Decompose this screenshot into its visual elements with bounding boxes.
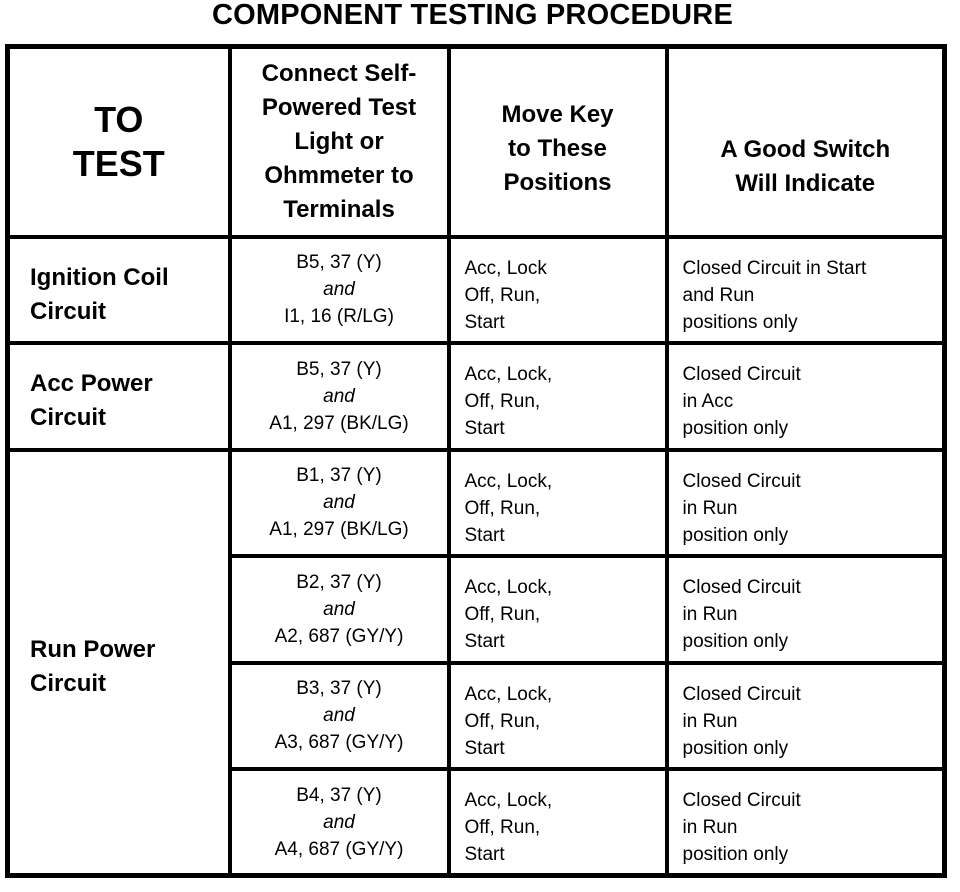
terminal-value: B1, 37 (Y) (296, 465, 382, 487)
indication-line: in Run (682, 710, 738, 732)
terminal-value: A1, 297 (BK/LG) (269, 519, 409, 541)
positions-cell (449, 343, 667, 450)
terminal-value: A3, 687 (GY/Y) (274, 732, 404, 754)
position-line: Start (464, 631, 505, 653)
positions-cell (449, 556, 667, 663)
position-line: Start (464, 311, 505, 333)
position-line: Acc, Lock, (464, 790, 553, 811)
indication-cell (667, 663, 945, 770)
test-name-cell (8, 237, 230, 344)
indication-cell (667, 556, 945, 663)
test-name-cell (8, 450, 230, 876)
table-row (8, 450, 945, 557)
test-name-line: Circuit (30, 404, 107, 432)
header-to-test (8, 47, 230, 237)
indication-line: and Run (682, 284, 755, 306)
position-line: Off, Run, (464, 391, 541, 413)
header-connect-line: Light or (294, 127, 384, 155)
terminal-value: A2, 687 (GY/Y) (274, 625, 404, 647)
indication-line: position only (682, 737, 789, 759)
position-line: Acc, Lock (464, 257, 547, 279)
test-name-line: Ignition Coil (30, 263, 169, 291)
position-line: Acc, Lock, (464, 577, 553, 599)
position-line: Start (464, 737, 505, 759)
terminal-value: B2, 37 (Y) (296, 571, 382, 593)
indication-line: in Run (682, 817, 738, 838)
table-row (8, 343, 945, 450)
indication-line: position only (682, 631, 789, 653)
header-good-switch-line: Will Indicate (735, 169, 876, 197)
position-line: Off, Run, (464, 817, 541, 838)
indication-cell (667, 769, 945, 876)
terminals-cell (230, 237, 449, 344)
component-testing-table (5, 44, 947, 878)
test-name-cell (8, 343, 230, 450)
terminals-cell (230, 769, 449, 876)
terminal-value: A1, 297 (BK/LG) (269, 412, 409, 434)
indication-line: in Run (682, 497, 738, 519)
terminal-connector: and (323, 279, 355, 301)
header-move-key-line: to These (508, 134, 607, 162)
terminal-connector: and (323, 811, 355, 833)
indication-line: Closed Circuit (682, 790, 801, 811)
header-connect (230, 47, 449, 237)
position-line: Off, Run, (464, 284, 541, 306)
positions-cell (449, 237, 667, 344)
position-line: Start (464, 844, 505, 865)
position-line: Start (464, 418, 505, 440)
terminals-cell (230, 663, 449, 770)
indication-cell (667, 450, 945, 557)
indication-line: position only (682, 844, 789, 865)
header-move-key-line: Positions (503, 168, 612, 196)
terminal-connector: and (323, 705, 355, 727)
indication-cell (667, 237, 945, 344)
test-name-line: Acc Power (30, 370, 153, 398)
terminal-connector: and (323, 385, 355, 407)
header-good-switch (667, 47, 945, 237)
header-connect-line: Connect Self- (261, 59, 417, 87)
position-line: Acc, Lock, (464, 470, 553, 492)
indication-line: position only (682, 524, 789, 546)
indication-line: Closed Circuit (682, 683, 801, 705)
header-to-test-line: TO (94, 98, 144, 140)
test-name-line: Run Power (30, 636, 156, 664)
test-name-line: Circuit (30, 670, 107, 698)
header-to-test-line: TEST (72, 142, 165, 184)
indication-line: in Run (682, 604, 738, 626)
indication-line: Closed Circuit (682, 470, 801, 492)
indication-cell (667, 343, 945, 450)
terminal-value: B4, 37 (Y) (296, 784, 382, 806)
indication-line: position only (682, 418, 789, 440)
positions-cell (449, 769, 667, 876)
position-line: Off, Run, (464, 604, 541, 626)
test-name-line: Circuit (30, 297, 107, 325)
header-connect-line: Ohmmeter to (264, 161, 414, 189)
header-good-switch-line: A Good Switch (720, 135, 891, 163)
indication-line: Closed Circuit (682, 577, 801, 599)
terminal-value: I1, 16 (R/LG) (284, 306, 394, 328)
indication-line: in Acc (682, 391, 734, 413)
table-row (8, 237, 945, 344)
terminals-cell (230, 343, 449, 450)
page-title: COMPONENT TESTING PROCEDURE (212, 0, 733, 31)
terminal-connector: and (323, 492, 355, 514)
header-row (8, 47, 945, 237)
positions-cell (449, 450, 667, 557)
terminal-value: B3, 37 (Y) (296, 678, 382, 700)
indication-line: positions only (682, 311, 798, 333)
indication-line: Closed Circuit (682, 364, 801, 386)
position-line: Off, Run, (464, 497, 541, 519)
terminal-value: A4, 687 (GY/Y) (274, 838, 404, 860)
terminal-value: B5, 37 (Y) (296, 358, 382, 380)
terminal-value: B5, 37 (Y) (296, 252, 382, 274)
terminal-connector: and (323, 598, 355, 620)
position-line: Acc, Lock, (464, 364, 553, 386)
positions-cell (449, 663, 667, 770)
indication-line: Closed Circuit in Start (682, 257, 867, 279)
header-connect-line: Powered Test (261, 93, 417, 121)
position-line: Start (464, 524, 505, 546)
header-move-key-line: Move Key (501, 100, 614, 128)
position-line: Off, Run, (464, 710, 541, 732)
terminals-cell (230, 450, 449, 557)
terminals-cell (230, 556, 449, 663)
header-connect-line: Terminals (283, 195, 395, 223)
header-move-key (449, 47, 667, 237)
position-line: Acc, Lock, (464, 683, 553, 705)
